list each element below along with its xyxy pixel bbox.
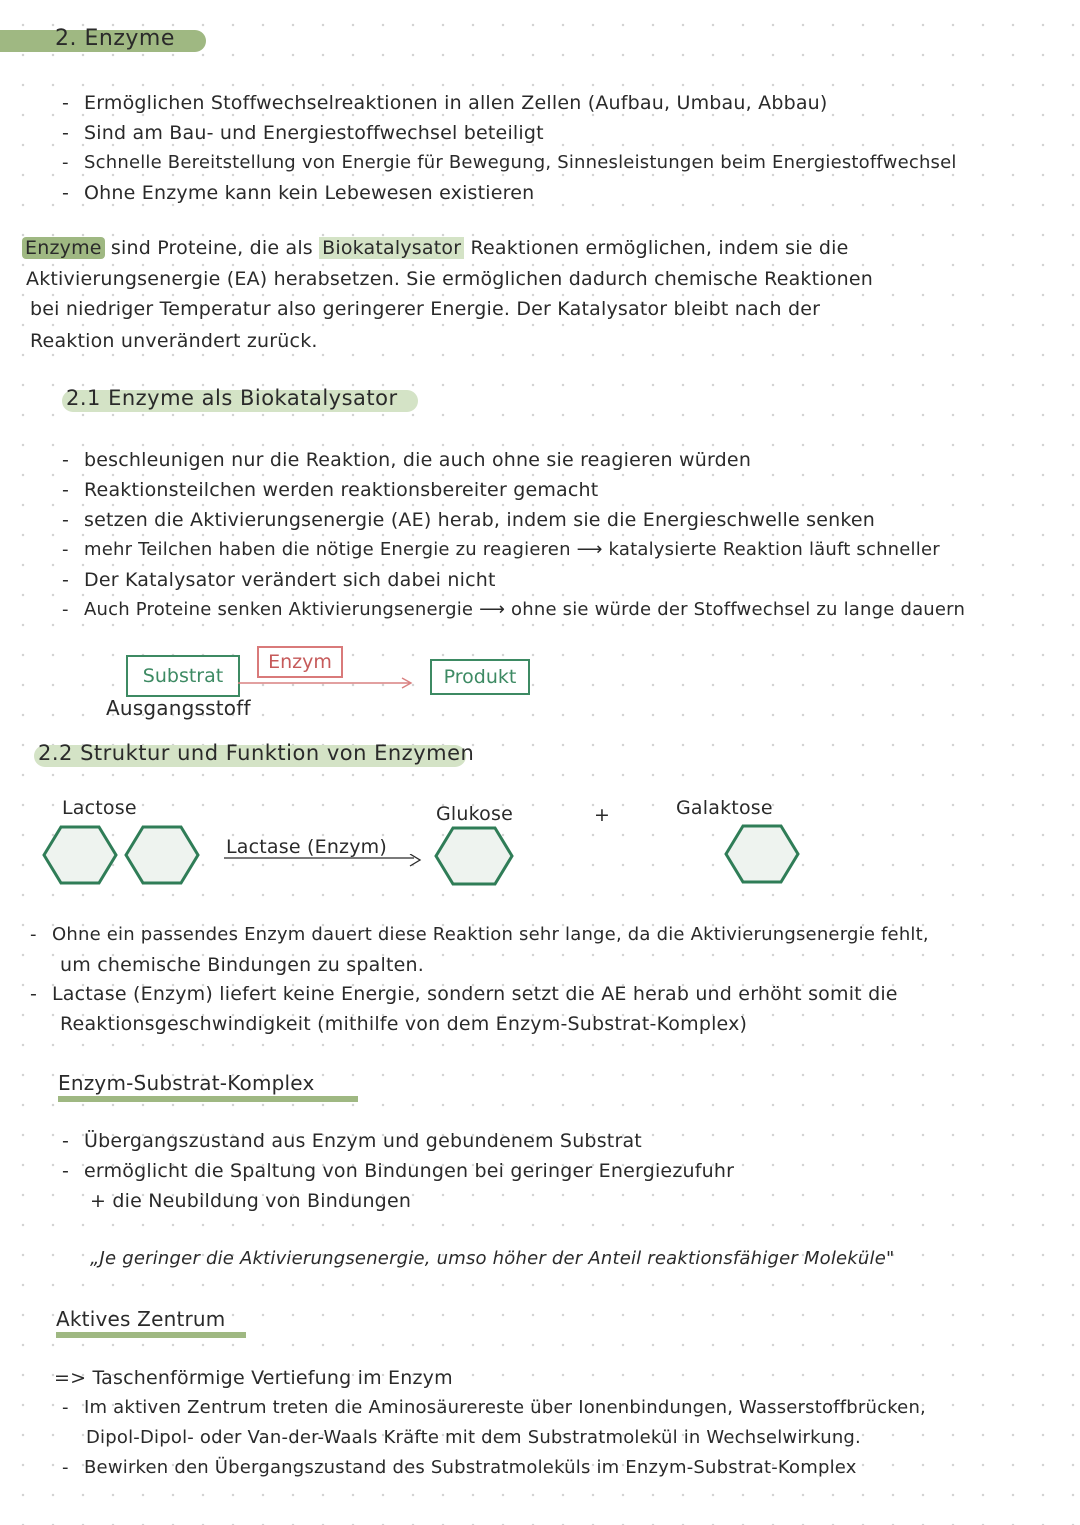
- intro-bullet-text: Schnelle Bereitstellung von Energie für Bewegung, Sinnesleistungen beim Energiestoffwechsel: [84, 152, 957, 173]
- substrate-box: Substrat: [126, 655, 240, 697]
- definition-line-1: [22, 237, 849, 259]
- sub1-bullet-text: Auch Proteine senken Aktivierungsenergie ⟶ ohne sie würde der Stoffwechsel zu lange dauern: [84, 599, 966, 620]
- sub2-bullet-text: Ohne ein passendes Enzym dauert diese Reaktion sehr lange, da die Aktivierungsenergie fehlt,: [52, 924, 929, 945]
- glucose-molecule-icon: [432, 824, 518, 888]
- complex-bullet-text: Übergangszustand aus Enzym und gebundenem Substrat: [84, 1130, 642, 1152]
- definition-line-3: bei niedriger Temperatur also geringerer Energie. Der Katalysator bleibt nach der: [30, 298, 821, 320]
- active-site-bullet: - Im aktiven Zentrum treten die Aminosäurereste über Ionenbindungen, Wasserstoffbrücken,: [62, 1397, 926, 1418]
- substrate-caption: Ausgangsstoff: [106, 696, 251, 720]
- intro-bullet: - Schnelle Bereitstellung von Energie für Bewegung, Sinnesleistungen beim Energiestoffwechsel: [62, 152, 957, 173]
- glucose-label: Glukose: [436, 803, 513, 825]
- lactose-molecule-icon: [40, 822, 210, 888]
- sub1-bullet-text: Der Katalysator verändert sich dabei nicht: [84, 569, 496, 591]
- sub1-bullet: - Der Katalysator verändert sich dabei nicht: [62, 569, 496, 591]
- intro-bullet-text: Sind am Bau- und Energiestoffwechsel beteiligt: [84, 122, 544, 144]
- product-box: Produkt: [430, 659, 530, 695]
- enzyme-box: Enzym: [257, 646, 343, 678]
- sub2-bullet-text: Lactase (Enzym) liefert keine Energie, sondern setzt die AE herab und erhöht somit die: [52, 983, 898, 1005]
- sub2-bullet-continued: um chemische Bindungen zu spalten.: [60, 954, 424, 976]
- lactose-label: Lactose: [62, 797, 137, 819]
- definition-text: sind Proteine, die als: [104, 237, 320, 259]
- sub2-bullet: - Lactase (Enzym) liefert keine Energie, sondern setzt die AE herab und erhöht somit die: [30, 983, 898, 1005]
- sub1-bullet-text: setzen die Aktivierungsenergie (AE) herab, indem sie die Energieschwelle senken: [84, 509, 876, 531]
- active-site-bullet: - Bewirken den Übergangszustand des Substratmoleküls im Enzym-Substrat-Komplex: [62, 1457, 857, 1478]
- active-site-title: Aktives Zentrum: [56, 1307, 246, 1338]
- lactase-label: Lactase (Enzym): [226, 836, 387, 858]
- complex-bullet: - Übergangszustand aus Enzym und gebundenem Substrat: [62, 1130, 642, 1152]
- intro-bullet: - Ermöglichen Stoffwechselreaktionen in allen Zellen (Aufbau, Umbau, Abbau): [62, 92, 828, 114]
- subheading-2-1: 2.1 Enzyme als Biokatalysator: [66, 386, 398, 410]
- sub2-bullet-continued: Reaktionsgeschwindigkeit (mithilfe von dem Enzym-Substrat-Komplex): [60, 1013, 748, 1035]
- sub1-bullet-text: beschleunigen nur die Reaktion, die auch ohne sie reagieren würden: [84, 449, 752, 471]
- plus-sign: +: [594, 804, 611, 826]
- complex-bullet-text: ermöglicht die Spaltung von Bindungen bei geringer Energiezufuhr: [84, 1160, 735, 1182]
- sub1-bullet-text: Reaktionsteilchen werden reaktionsbereiter gemacht: [84, 479, 599, 501]
- sub1-bullet-text: mehr Teilchen haben die nötige Energie zu reagieren ⟶ katalysierte Reaktion läuft schneller: [84, 539, 940, 560]
- sub2-bullet: - Ohne ein passendes Enzym dauert diese Reaktion sehr lange, da die Aktivierungsenergie fehlt,: [30, 924, 929, 945]
- active-site-bullet-text: Bewirken den Übergangszustand des Substratmoleküls im Enzym-Substrat-Komplex: [84, 1457, 857, 1478]
- active-site-bullet-continued: Dipol-Dipol- oder Van-der-Waals Kräfte mit dem Substratmolekül in Wechselwirkung.: [86, 1427, 861, 1448]
- definition-line-4: Reaktion unverändert zurück.: [30, 330, 318, 352]
- intro-bullet-text: Ermöglichen Stoffwechselreaktionen in allen Zellen (Aufbau, Umbau, Abbau): [84, 92, 828, 114]
- definition-text: Reaktionen ermöglichen, indem sie die: [464, 237, 849, 259]
- galactose-label: Galaktose: [676, 797, 773, 819]
- reaction-arrow-icon: [238, 676, 418, 690]
- sub1-bullet: - Reaktionsteilchen werden reaktionsbereiter gemacht: [62, 479, 599, 501]
- complex-bullet: - ermöglicht die Spaltung von Bindungen bei geringer Energiezufuhr: [62, 1160, 735, 1182]
- sub1-bullet: - beschleunigen nur die Reaktion, die auch ohne sie reagieren würden: [62, 449, 752, 471]
- sub1-bullet: - Auch Proteine senken Aktivierungsenergie ⟶ ohne sie würde der Stoffwechsel zu lange dauern: [62, 599, 966, 620]
- intro-bullet-text: Ohne Enzyme kann kein Lebewesen existieren: [84, 182, 535, 204]
- intro-bullet: - Sind am Bau- und Energiestoffwechsel beteiligt: [62, 122, 544, 144]
- section-title: 2. Enzyme: [55, 26, 175, 51]
- complex-title: Enzym-Substrat-Komplex: [58, 1071, 358, 1102]
- definition-line-2: Aktivierungsenergie (EA) herabsetzen. Sie ermöglichen dadurch chemische Reaktionen: [26, 268, 873, 290]
- complex-quote: „Je geringer die Aktivierungsenergie, umso höher der Anteil reaktionsfähiger Moleküle": [90, 1248, 895, 1269]
- subheading-2-2: 2.2 Struktur und Funktion von Enzymen: [38, 741, 475, 765]
- complex-bullet-continued: + die Neubildung von Bindungen: [90, 1190, 412, 1212]
- sub1-bullet: - setzen die Aktivierungsenergie (AE) herab, indem sie die Energieschwelle senken: [62, 509, 876, 531]
- term-enzyme: Enzyme: [22, 237, 105, 259]
- lactase-arrow-icon: [224, 854, 424, 868]
- galactose-molecule-icon: [722, 822, 804, 886]
- active-site-line: => Taschenförmige Vertiefung im Enzym: [54, 1367, 453, 1389]
- intro-bullet: - Ohne Enzyme kann kein Lebewesen existieren: [62, 182, 535, 204]
- term-biocatalyst: Biokatalysator: [319, 237, 464, 259]
- sub1-bullet: - mehr Teilchen haben die nötige Energie zu reagieren ⟶ katalysierte Reaktion läuft schneller: [62, 539, 940, 560]
- active-site-bullet-text: Im aktiven Zentrum treten die Aminosäurereste über Ionenbindungen, Wasserstoffbrücken,: [84, 1397, 926, 1418]
